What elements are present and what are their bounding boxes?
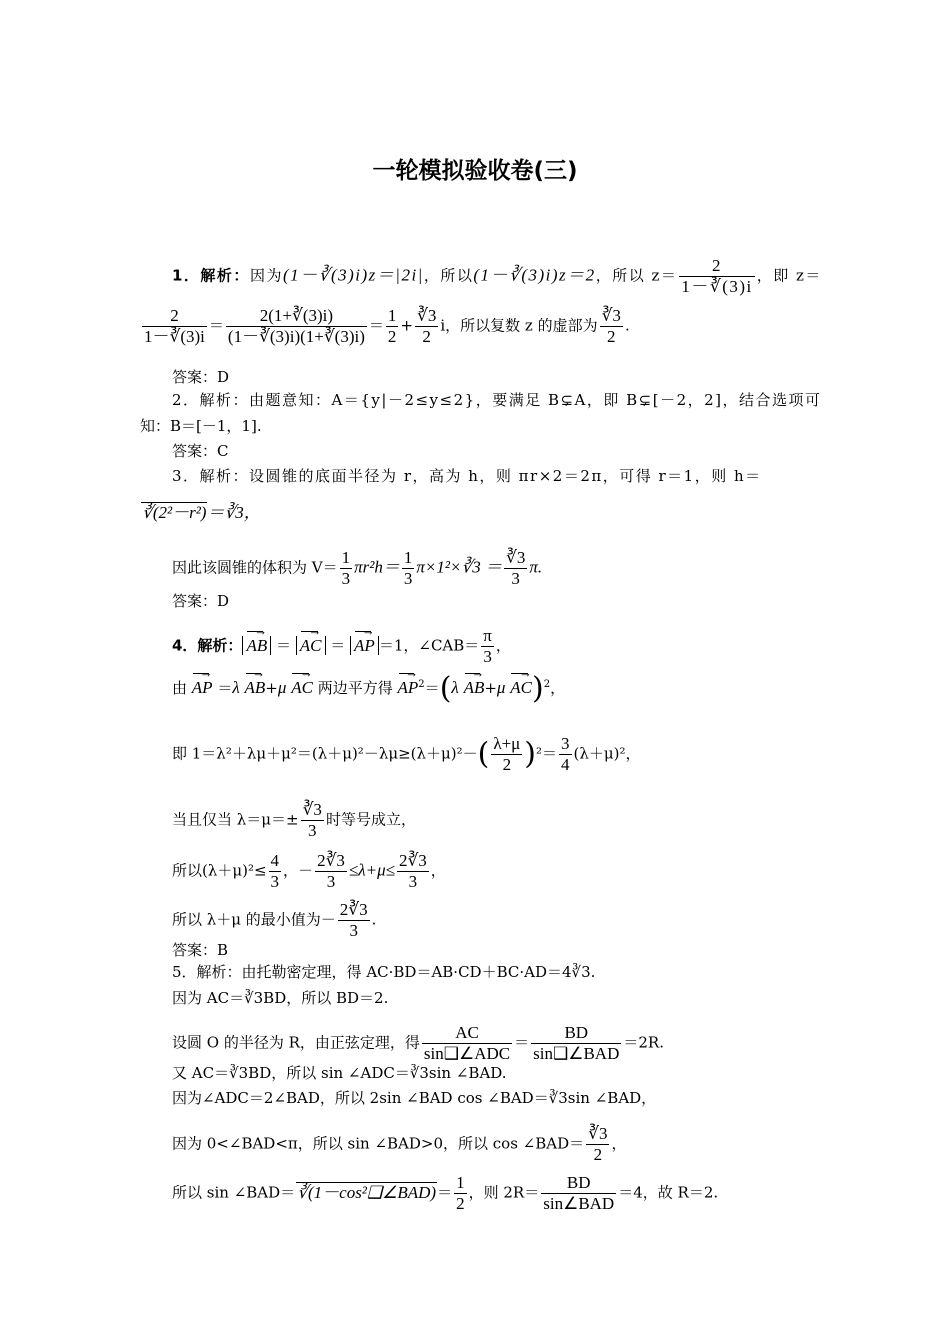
q4-l4-text-b: 时等号成立， xyxy=(325,810,416,829)
q1-l2-answer-frac xyxy=(600,306,623,347)
q1-l2-frac2-den: (1－∛(3)i)(1+∛(3)i) xyxy=(227,327,365,346)
q1-l2-plus: + xyxy=(400,316,413,335)
q5-l3-frac2-num: BD xyxy=(531,1023,621,1044)
q4-abs-ac xyxy=(296,636,326,655)
q4-line6 xyxy=(172,900,376,941)
q4-l6-frac xyxy=(338,900,370,941)
q5-l3-frac2-den: sin❑∠BAD xyxy=(533,1044,620,1063)
q4-l6-text-b: . xyxy=(371,910,377,929)
q4-l4-frac xyxy=(301,800,324,841)
q5-l6-text-a: 因为 0<∠BAD<π，所以 sin ∠BAD>0，所以 cos ∠BAD＝ xyxy=(172,1134,585,1153)
q5-l7-frac2 xyxy=(541,1173,616,1214)
q4-l6-text-a: 所以 λ＋μ 的最小值为－ xyxy=(172,910,336,929)
q4-l3-text-a: 即 1＝λ²＋λμ＋μ²＝(λ＋μ)²－λμ≥(λ＋μ)²－ xyxy=(172,744,478,763)
q3-frac2-num: 1 xyxy=(403,548,413,567)
q5-l3-frac2 xyxy=(531,1023,621,1064)
q5-l6-frac-num: ∛3 xyxy=(588,1124,608,1143)
q2-line2: 知：B＝[－1，1]. xyxy=(140,417,262,435)
q1-l2-half xyxy=(386,306,399,347)
q4-l2-lambda: λ xyxy=(232,678,240,697)
q5-l6-text-b: ， xyxy=(611,1134,627,1153)
q4-l5-frac3-num: 2∛3 xyxy=(398,851,427,870)
q4-l5-frac2-den: 3 xyxy=(326,872,336,891)
q5-line5: 因为∠ADC＝2∠BAD，所以 2sin ∠BAD cos ∠BAD＝∛3sin ∠BAD， xyxy=(172,1089,657,1107)
q4-l5-text-b: ，－ xyxy=(283,861,314,880)
q4-l3-frac-den: 2 xyxy=(502,755,512,774)
q4-l1-end: ， xyxy=(495,636,511,655)
q5-l7-frac2-den: sin∠BAD xyxy=(543,1194,615,1213)
q4-l5-frac2-num: 2∛3 xyxy=(317,851,345,870)
q4-l2-vector-ab: → AB xyxy=(245,678,266,698)
q4-l2-vector-ac-2: → AC xyxy=(510,678,532,698)
q1-l2-eq: ＝ xyxy=(208,316,224,335)
q3-line2-eq: ＝∛3， xyxy=(207,503,261,522)
q1-l2-half-den: 2 xyxy=(387,327,397,346)
q4-label: 4．解析： xyxy=(172,636,243,655)
q4-l2-vector-ab-2: → AB xyxy=(464,678,485,698)
q4-line3: 即 1＝λ²＋λμ＋μ²＝(λ＋μ)²－λμ≥(λ＋μ)²－( $\frac{\lambda+\mu}{2}$ )²＝ $\frac{3}{4}$ (λ＋μ)²， xyxy=(172,734,641,774)
q4-l4-text-a: 当且仅当 λ＝μ＝± xyxy=(172,810,299,829)
q5-line4: 又 AC＝∛3BD，所以 sin ∠ADC＝∛3sin ∠BAD. xyxy=(172,1064,507,1082)
q4-vector-ap: → AP xyxy=(354,636,375,656)
q4-l3-frac2 xyxy=(559,734,572,775)
q4-line5 xyxy=(172,851,446,892)
q3-line3 xyxy=(172,548,542,589)
q1-fraction-z xyxy=(679,256,754,297)
q2-line1: 2．解析：由题意知：A＝{y|－2≤y≤2}，要满足 B⊊A，即 B⊊[－2，2]，结合选项可 xyxy=(172,391,822,409)
q3-frac1 xyxy=(340,548,353,589)
q1-l2-frac2-num: 2(1+∛(3)i) xyxy=(226,306,367,327)
q1-text-b: ，所以 xyxy=(423,266,474,285)
q1-line1 xyxy=(172,256,822,297)
q1-l2-eq2: ＝ xyxy=(368,316,384,335)
q4-l1-frac-den: 3 xyxy=(483,647,492,666)
q4-l5-text-a: 所以(λ＋μ)²≤ xyxy=(172,861,267,880)
q1-text-a: 因为 xyxy=(249,266,283,285)
q3-frac2 xyxy=(402,548,415,589)
q4-line4 xyxy=(172,800,416,841)
q5-l7-text-b: ，则 2R＝ xyxy=(468,1183,540,1202)
q4-l1-frac-num: π xyxy=(483,626,492,645)
q1-fraction-z-den: 1－∛(3)i xyxy=(681,277,753,296)
q1-label: 1．解析： xyxy=(172,266,250,285)
q5-l3-text-b: ＝2R. xyxy=(623,1033,664,1052)
q5-l7-frac2-num: BD xyxy=(541,1173,616,1194)
q4-answer: 答案：B xyxy=(172,941,229,959)
q3-frac3-num: ∛3 xyxy=(505,548,526,567)
q4-l5-text-c: ≤λ+μ≤ xyxy=(348,860,395,880)
q2-answer: 答案：C xyxy=(172,442,229,460)
q5-l7-frac-num: 1 xyxy=(456,1173,465,1192)
q4-line2: 由 → AP ＝λ → AB+μ → AC 两边平方得 → $AP^2=(\lambda \to AB+\mu \to AC)^2$， xyxy=(172,675,565,699)
q3-l3-text-c: π×1²×∛3 ＝ xyxy=(416,557,502,577)
q5-l7-frac xyxy=(454,1173,467,1214)
q1-line2 xyxy=(140,306,630,347)
q4-l3-text-c: (λ＋μ)²， xyxy=(573,744,641,763)
q4-l2-lambda-2: λ xyxy=(451,678,459,697)
q1-l2-r3-den: 2 xyxy=(422,327,431,346)
q5-line1: 5．解析：由托勒密定理，得 AC·BD＝AB·CD＋BC·AD＝4∛3. xyxy=(172,963,596,981)
q4-l3-frac2-den: 4 xyxy=(561,755,570,774)
q4-l2-vector-ap-sq: → AP xyxy=(398,678,419,698)
q3-frac3 xyxy=(504,548,527,589)
q3-radical: ∛(2²－r²) xyxy=(142,503,207,522)
q1-l2-frac1-den: 1－∛(3)i xyxy=(144,327,205,346)
q3-l3-text-d: π. xyxy=(529,557,543,577)
q4-abs-ab xyxy=(242,636,271,655)
q4-l3-frac2-num: 3 xyxy=(561,734,570,753)
q4-l2-vector-ap: → AP xyxy=(192,678,213,698)
q1-l2-r3-num: ∛3 xyxy=(417,306,437,325)
q4-l3-frac-num: λ+μ xyxy=(493,734,521,753)
q4-l1-frac xyxy=(481,626,494,667)
q3-frac2-den: 3 xyxy=(403,569,413,588)
q4-l5-frac3 xyxy=(397,851,429,892)
q1-l2-frac1-num: 2 xyxy=(142,306,207,327)
q5-l7-text-c: ＝4，故 R＝2. xyxy=(618,1183,719,1202)
q4-l4-frac-num: ∛3 xyxy=(302,800,322,819)
q5-l3-frac xyxy=(422,1023,512,1064)
q3-answer: 答案：D xyxy=(172,592,230,610)
q3-l3-text-a: 因此该圆锥的体积为 V＝ xyxy=(172,558,338,577)
q1-l2-text: i，所以复数 z 的虚部为 xyxy=(440,316,598,335)
q4-l5-text-d: ， xyxy=(430,861,446,880)
q3-l3-text-b: πr²h＝ xyxy=(354,557,400,577)
q3-line2 xyxy=(140,502,261,523)
q4-l5-frac-num: 4 xyxy=(270,851,280,870)
q4-l2-mu-2: μ xyxy=(496,678,506,697)
q4-l2-text-b: 两边平方得 xyxy=(317,679,393,697)
q5-l3-eq: ＝ xyxy=(514,1033,530,1052)
q1-l2-half-num: 1 xyxy=(387,306,397,325)
q5-l7-text-a: 所以 sin ∠BAD＝ xyxy=(172,1183,296,1202)
q5-l3-text-a: 设圆 O 的半径为 R，由正弦定理，得 xyxy=(172,1033,420,1052)
q4-l5-frac-den: 3 xyxy=(270,872,280,891)
q3-frac3-den: 3 xyxy=(511,569,520,588)
q4-l4-frac-den: 3 xyxy=(308,821,317,840)
q4-line1: 4．解析：→ AB ＝ → AC ＝ → AP ＝1，∠CAB＝ $\frac{\pi}{3}$ ， xyxy=(172,626,511,667)
q4-l2-text-a: 由 xyxy=(172,679,188,697)
q3-frac1-num: 1 xyxy=(341,548,351,567)
q1-l2-answer-den: 2 xyxy=(607,327,616,346)
q4-vector-ac: → AC xyxy=(300,636,322,656)
q4-l6-frac-num: 2∛3 xyxy=(339,900,368,919)
q1-text-d: ，即 z＝ xyxy=(756,266,822,285)
q5-line6 xyxy=(172,1124,627,1165)
q4-l5-frac2 xyxy=(315,851,347,892)
q1-l2-r3 xyxy=(415,306,438,347)
q5-l6-frac-den: 2 xyxy=(593,1145,603,1164)
q5-l7-radical: ∛(1－cos²❑∠BAD) xyxy=(297,1182,437,1202)
q4-l2-vector-ac: → AC xyxy=(291,678,313,698)
q3-line1: 3．解析：设圆锥的底面半径为 r，高为 h，则 πr×2＝2π，可得 r＝1，则 h＝ xyxy=(172,467,762,485)
q1-l2-answer-num: ∛3 xyxy=(601,306,621,325)
q4-l1-eq: ＝1，∠CAB＝ xyxy=(378,636,480,655)
q5-line3 xyxy=(172,1023,664,1064)
q5-line2: 因为 AC＝∛3BD，所以 BD＝2. xyxy=(172,989,389,1007)
q1-l2-frac1 xyxy=(142,306,207,347)
q4-l5-frac3-den: 3 xyxy=(408,872,418,891)
q1-expr-1: (1－∛(3)i)z＝|2i| xyxy=(282,265,424,285)
q5-l3-frac-den: sin❑∠ADC xyxy=(423,1044,511,1063)
q1-l2-end: . xyxy=(624,316,630,335)
q4-vector-ab: → AB xyxy=(246,636,267,656)
q1-l2-frac2 xyxy=(226,306,367,347)
q1-fraction-z-num: 2 xyxy=(679,256,754,277)
page-title: 一轮模拟验收卷(三) xyxy=(372,158,578,184)
q3-frac1-den: 3 xyxy=(341,569,351,588)
q4-l2-mu: μ xyxy=(277,678,287,697)
q4-l3-frac xyxy=(491,734,522,775)
q5-l7-frac-den: 2 xyxy=(456,1194,465,1213)
q5-l7-eq: ＝ xyxy=(437,1183,453,1202)
q1-text-c: ，所以 z＝ xyxy=(595,266,678,285)
q4-l3-text-b: ²＝ xyxy=(536,744,558,763)
q1-answer: 答案：D xyxy=(172,368,230,386)
q1-expr-2: (1－∛(3)i)z＝2 xyxy=(473,265,596,285)
q4-l5-frac xyxy=(269,851,282,892)
q5-l3-frac-num: AC xyxy=(422,1023,512,1044)
q4-l6-frac-den: 3 xyxy=(349,921,358,940)
q4-abs-ap xyxy=(350,636,379,655)
q5-line7 xyxy=(172,1173,718,1214)
q5-l6-frac xyxy=(586,1124,609,1165)
